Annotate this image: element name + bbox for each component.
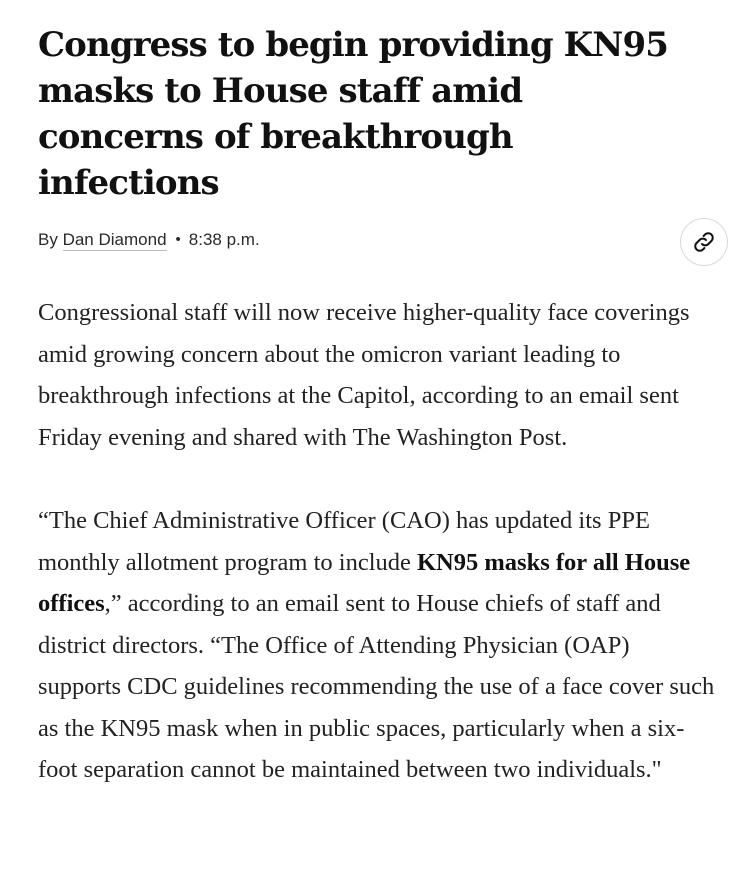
link-icon	[692, 230, 716, 254]
paragraph-2-text-a: “The Chief Administrative Officer (CAO) has updated its PPE monthly allotment program to include	[38, 507, 650, 576]
copy-link-button[interactable]	[680, 218, 728, 266]
article	[38, 0, 728, 791]
byline	[38, 226, 728, 253]
paragraph-2-bold-text: KN95 masks for all House offices	[38, 548, 691, 617]
paragraph-2-text-b: ,” according to an email sent to House chiefs of staff and district directors. “The Office of Attending Physician (OAP) supports CDC guidelines recommending the use of a face cover such as the KN95 mask when in public spaces, particularly when a six-foot separation cannot be maintained between two individuals."	[38, 590, 715, 783]
publish-time: 8:38 p.m.	[188, 230, 260, 249]
byline-row	[38, 226, 728, 266]
author-link[interactable]: Dan Diamond	[62, 230, 167, 249]
article-headline: Congress to begin providing KN95 masks to House staff amid concerns of breakthrough infections	[38, 25, 668, 203]
article-paragraph-1: Congressional staff will now receive higher-quality face coverings amid growing concern about the omicron variant leading to breakthrough infections at the Capitol, according to an email sent Friday evening and shared with The Washington Post.	[38, 299, 690, 451]
byline-prefix: By	[38, 230, 58, 249]
article-paragraph-2	[38, 500, 718, 791]
byline-separator: •	[175, 231, 181, 248]
